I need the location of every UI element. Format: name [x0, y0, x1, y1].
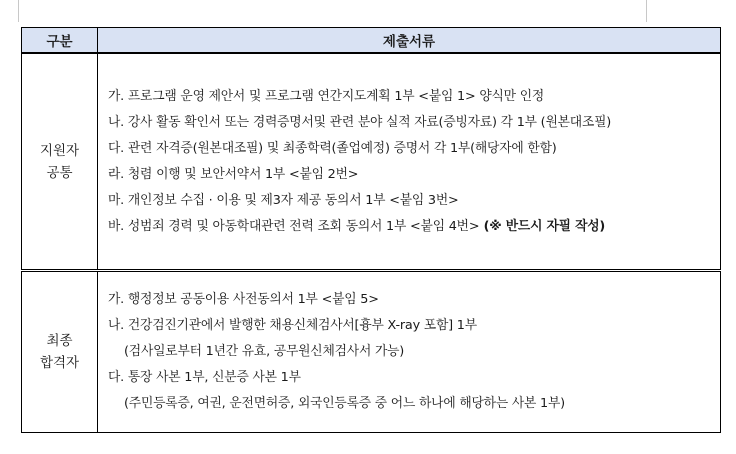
document-item: 나. 강사 활동 확인서 또는 경력증명서및 관련 분야 실적 자료(증빙자료) 각 1부 (원본대조필) [108, 114, 612, 130]
document-item: 마. 개인정보 수집 · 이용 및 제3자 제공 동의서 1부 <붙임 3번> [108, 192, 459, 208]
document-item: 라. 청렴 이행 및 보안서약서 1부 <붙임 2번> [108, 166, 359, 182]
document-item [108, 214, 720, 240]
document-item: 다. 관련 자격증(원본대조필) 및 최종학력(졸업예정) 증명서 각 1부(해당자에 한함) [108, 140, 557, 156]
documents-cell-applicants [98, 53, 721, 271]
handwritten-required-note: (※ 반드시 자필 작성) [479, 218, 606, 234]
table-row [22, 53, 721, 271]
header-category: 구분 [22, 28, 98, 54]
page-corner-mark-left [18, 0, 20, 22]
document-item: 가. 행정정보 공동이용 사전동의서 1부 <붙임 5> [108, 292, 379, 307]
category-label-line: 합격자 [39, 355, 80, 371]
document-item: 나. 건강검진기관에서 발행한 채용신체검사서[흉부 X-ray 포함] 1부 [108, 318, 477, 333]
header-documents: 제출서류 [98, 28, 721, 54]
document-item-text: 바. 성범죄 경력 및 아동학대관련 전력 조회 동의서 1부 <붙임 4번> [108, 218, 480, 234]
table-row [22, 271, 721, 433]
category-label-line: 공통 [46, 164, 73, 181]
document-item-note: (주민등록증, 여권, 운전면허증, 외국인등록증 중 어느 하나에 해당하는 사본 1부) [124, 396, 565, 411]
category-cell-final [22, 271, 98, 433]
documents-table [21, 27, 721, 433]
document-item: 다. 통장 사본 1부, 신분증 사본 1부 [108, 370, 301, 385]
category-label-line: 최종 [46, 333, 73, 349]
document-item: 가. 프로그램 운영 제안서 및 프로그램 연간지도계획 1부 <붙임 1> 양식만 인정 [108, 88, 545, 104]
category-label-line: 지원자 [39, 142, 80, 159]
document-item-note: (검사일로부터 1년간 유효, 공무원신체검사서 가능) [124, 344, 405, 359]
page-corner-mark-right [646, 0, 648, 22]
category-cell-applicants [22, 53, 98, 271]
documents-cell-final [98, 271, 721, 433]
table-header-row [22, 28, 721, 54]
